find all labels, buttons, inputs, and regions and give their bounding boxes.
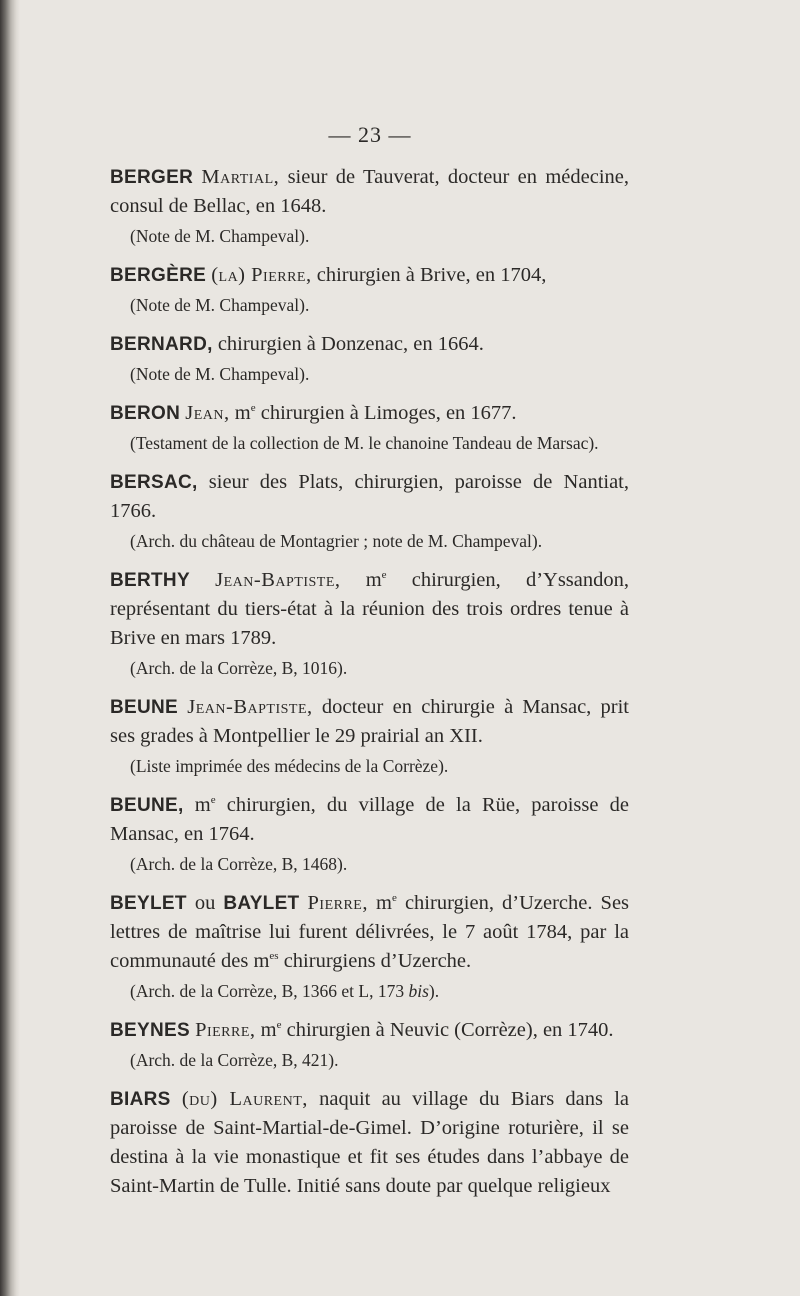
entry-source: (Note de M. Champeval). — [130, 364, 310, 384]
entry-source: (Note de M. Champeval). — [130, 226, 310, 246]
entry-body: sieur des Plats, chirurgien, paroisse de Nantiat, 1766. — [110, 471, 629, 522]
entry-surname: BERGER — [110, 167, 194, 188]
entry-text — [110, 693, 629, 751]
entry-source: (Liste imprimée des médecins de la Corrèze). — [130, 756, 449, 776]
entry-surname: BIARS — [110, 1089, 171, 1110]
superscript: e — [381, 569, 387, 582]
entry-title-abbrev: m — [183, 794, 211, 816]
entry-text — [110, 468, 629, 526]
entry-source: (Note de M. Champeval). — [130, 295, 310, 315]
entry-given-name: (la) Pierre, — [211, 264, 312, 286]
entry-beylet — [110, 889, 629, 1005]
entry-given-name: (du) Laurent, — [181, 1088, 308, 1110]
entry-source — [110, 978, 629, 1005]
entry-body: chirurgien, d’Uzerche. Ses lettres de maîtrise lui furent délivrées, le 7 août 1784, par la communauté des m — [110, 892, 630, 972]
entry-text — [110, 399, 629, 428]
entry-given-name: Pierre, — [307, 892, 368, 914]
book-spine-shadow — [0, 0, 20, 1296]
entry-source: (Arch. de la Corrèze, B, 1016). — [130, 658, 348, 678]
entry-body: docteur en chirurgie à Mansac, prit ses grades à Montpellier le 29 prairial an XII. — [110, 696, 630, 747]
entry-berthy — [110, 566, 629, 682]
superscript: e — [250, 402, 256, 415]
entry-beune-jean-baptiste — [110, 693, 629, 780]
entry-body: chirurgien, du village de la Rüe, paroisse de Mansac, en 1764. — [110, 794, 629, 845]
entry-surname-variant: BAYLET — [223, 893, 300, 914]
entry-surname: BERTHY — [110, 570, 190, 591]
entry-surname: BEYLET — [110, 893, 187, 914]
entry-text — [110, 261, 629, 290]
entry-bergere — [110, 261, 629, 319]
entry-bernard — [110, 330, 629, 388]
dictionary-column — [110, 163, 629, 1212]
entry-connector: ou — [186, 892, 224, 914]
entry-given-name: Jean-Baptiste, — [187, 696, 313, 718]
superscript: e — [392, 892, 397, 905]
entry-body: chirurgien à Donzenac, en 1664. — [212, 333, 484, 355]
entry-title-abbrev: m — [340, 569, 382, 591]
entry-beune — [110, 791, 629, 878]
entry-given-name: Jean, — [185, 402, 230, 424]
entry-title-abbrev: m — [255, 1019, 277, 1041]
entry-title-abbrev: m — [229, 402, 251, 424]
entry-surname: BEUNE, — [110, 795, 184, 816]
entry-body: naquit au village du Biars dans la paroisse de Saint-Martial-de-Gimel. D’origine roturière, il se destina à la vie monastique et fit ses études dans l’abbaye de Saint-Martin de Tulle. Initié sans doute par quelque religieux — [110, 1088, 629, 1197]
entry-body-end: chirurgiens d’Uzerche. — [278, 950, 472, 972]
entry-given-name: Pierre, — [195, 1019, 256, 1041]
superscript: e — [210, 794, 216, 807]
entry-bersac — [110, 468, 629, 555]
entry-given-name: Jean-Baptiste, — [215, 569, 341, 591]
entry-beron — [110, 399, 629, 457]
entry-body: chirurgien à Neuvic (Corrèze), en 1740. — [281, 1019, 614, 1041]
entry-surname: BEYNES — [110, 1020, 190, 1041]
entry-source: (Arch. de la Corrèze, B, 1468). — [130, 854, 348, 874]
entry-body: chirurgien, d’Yssandon, représentant du tiers-état à la réunion des trois ordres tenue à Brive en mars 1789. — [110, 569, 630, 649]
entry-body: chirurgien à Brive, en 1704, — [311, 264, 547, 286]
entry-text — [110, 791, 629, 849]
entry-text — [110, 889, 629, 976]
superscript: e — [276, 1019, 282, 1032]
entry-biars — [110, 1085, 629, 1201]
entry-text — [110, 566, 629, 653]
superscript: es — [269, 950, 279, 963]
entry-berger — [110, 163, 629, 250]
entry-given-name: Martial, — [201, 166, 280, 188]
source-italic: bis — [408, 981, 429, 1001]
entry-text — [110, 330, 629, 359]
entry-surname: BEUNE — [110, 697, 179, 718]
entry-surname: BERSAC, — [110, 472, 198, 493]
entry-text — [110, 1085, 629, 1201]
entry-source: (Testament de la collection de M. le chanoine Tandeau de Marsac). — [130, 433, 599, 453]
entry-body: sieur de Tauverat, docteur en médecine, consul de Bellac, en 1648. — [110, 166, 630, 217]
entry-text — [110, 1016, 629, 1045]
entry-surname: BERGÈRE — [110, 265, 207, 286]
entry-body: chirurgien à Limoges, en 1677. — [255, 402, 517, 424]
page-number: — 23 — — [328, 122, 412, 147]
entry-beynes — [110, 1016, 629, 1074]
entry-title-abbrev: m — [367, 892, 392, 914]
source-text: (Arch. de la Corrèze, B, 1366 et L, 173 — [130, 981, 409, 1001]
source-end: ). — [428, 981, 440, 1001]
entry-source: (Arch. de la Corrèze, B, 421). — [130, 1050, 339, 1070]
entry-surname: BERON — [110, 403, 181, 424]
entry-source: (Arch. du château de Montagrier ; note de M. Champeval). — [130, 531, 543, 551]
entry-text — [110, 163, 629, 221]
entry-surname: BERNARD, — [110, 334, 213, 355]
